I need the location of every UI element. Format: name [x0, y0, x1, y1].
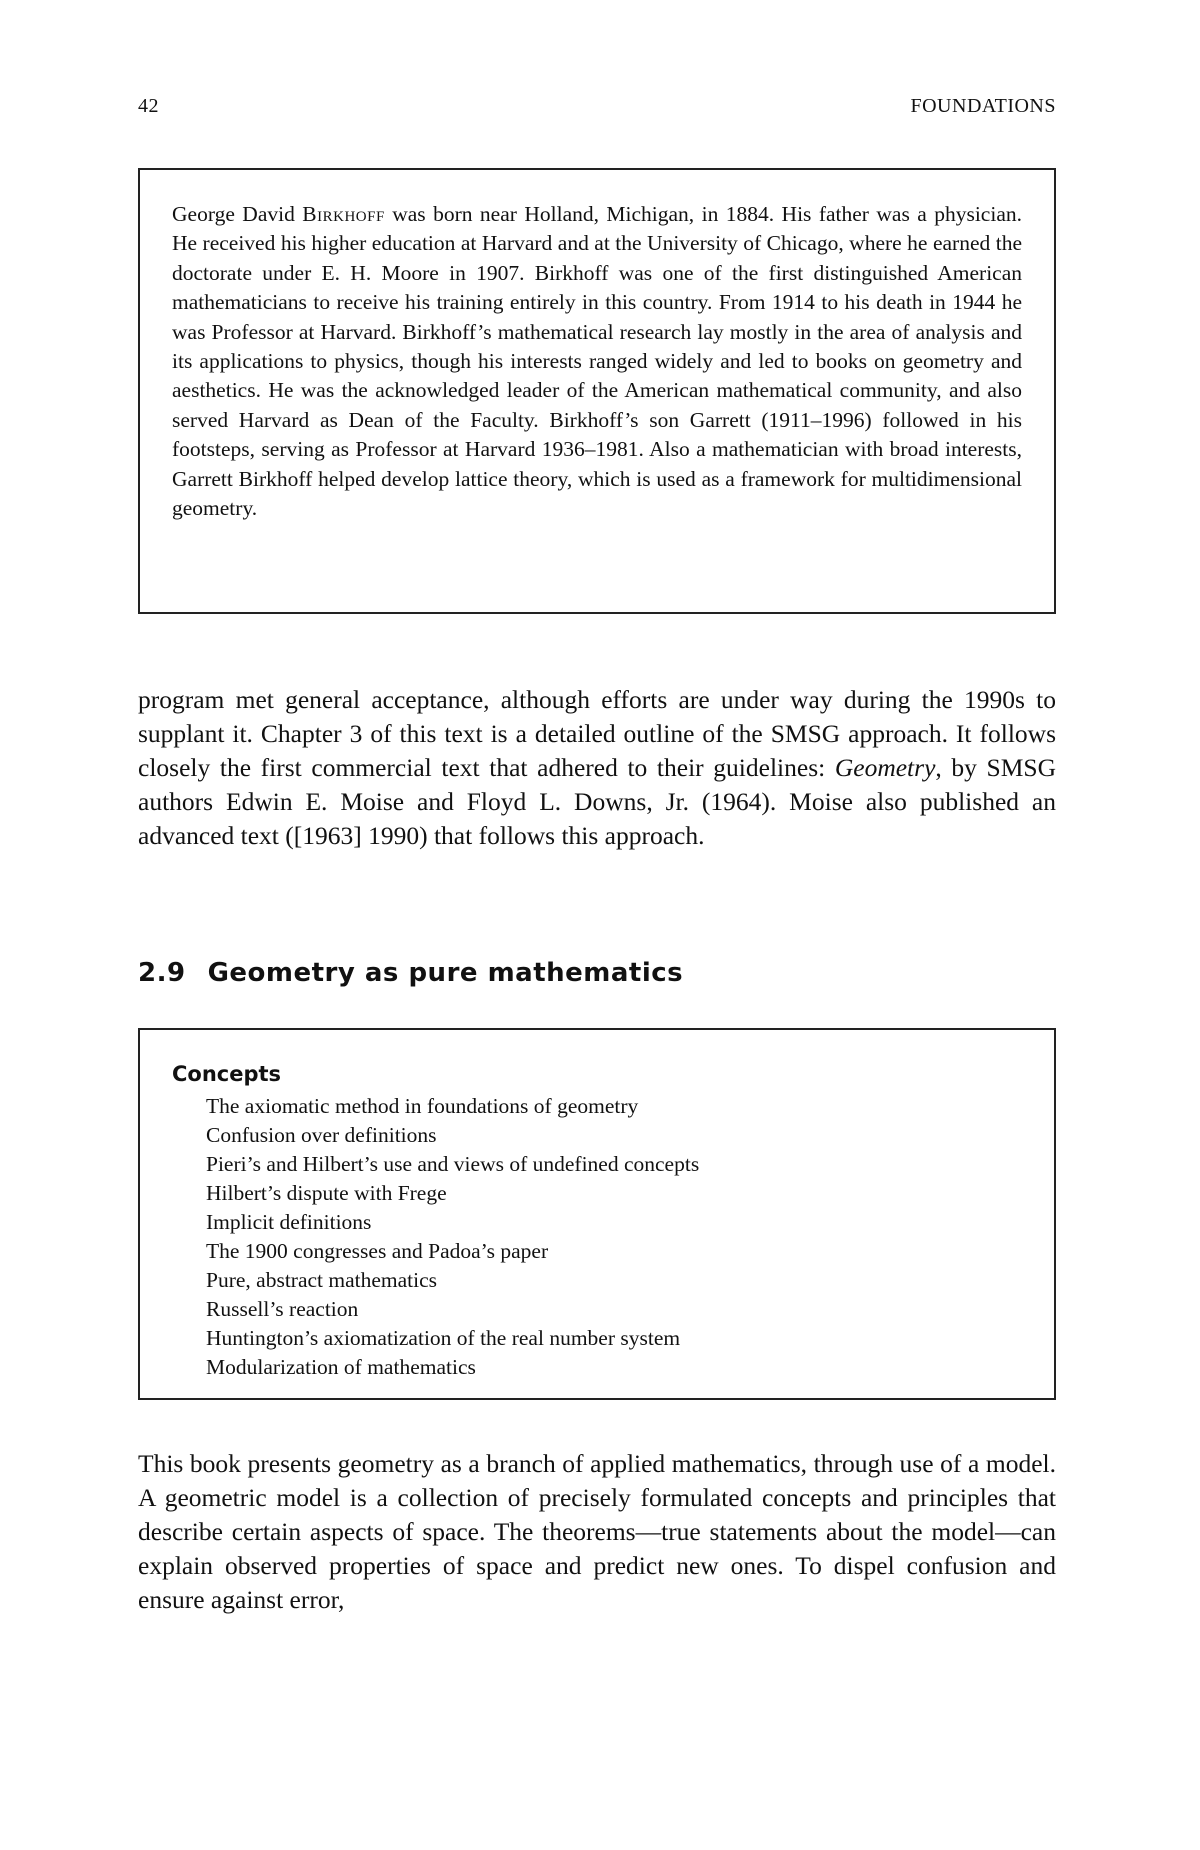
paragraph-smsg-part2: , by SMSG authors Edwin E. Moise and Floyd L. Downs, Jr. (1964). Moise also published an advanced text ([1963] 1990) that follows this approach.: [138, 753, 1056, 850]
book-title-geometry: Geometry: [834, 753, 936, 782]
concept-item: The axiomatic method in foundations of geometry: [206, 1094, 639, 1118]
concept-item: Hilbert’s dispute with Frege: [206, 1181, 447, 1205]
concepts-box: [138, 1028, 1056, 1400]
biography-intro: George David: [172, 202, 303, 226]
running-title: FOUNDATIONS: [910, 95, 1056, 117]
biography-name: Birkhoff: [302, 202, 385, 226]
section-heading: [138, 958, 1056, 988]
concept-item: Confusion over definitions: [206, 1123, 437, 1147]
concept-item: Modularization of mathematics: [206, 1355, 476, 1379]
paragraph-applied-mathematics: This book presents geometry as a branch of applied mathematics, through use of a model. A geometric model is a collection of precisely formulated concepts and principles that describe certain aspects of space. The theorems—true statements about the model—can explain observed properties of space and predict new ones. To dispel confusion and ensure against error,: [138, 1449, 1056, 1614]
concept-item: Russell’s reaction: [206, 1297, 359, 1321]
concepts-list: [172, 1092, 1024, 1382]
paragraph-smsg: [138, 683, 1056, 853]
concept-item: Pure, abstract mathematics: [206, 1268, 438, 1292]
page-number: 42: [138, 95, 159, 117]
concept-item: Implicit definitions: [206, 1210, 372, 1234]
section-number: 2.9: [138, 958, 186, 988]
section-title: Geometry as pure mathematics: [207, 958, 684, 988]
concept-item: Pieri’s and Hilbert’s use and views of undefined concepts: [206, 1152, 700, 1176]
page-header: [138, 95, 1056, 125]
biography-box: [138, 168, 1056, 614]
concept-item: The 1900 congresses and Padoa’s paper: [206, 1239, 549, 1263]
paragraph-smsg-part1: program met general acceptance, although efforts are under way during the 1990s to supplant it. Chapter 3 of this text is a detailed outline of the SMSG approach. It follows closely the first commercial text that adhered to their guidelines:: [138, 685, 1056, 782]
concept-item: Huntington’s axiomatization of the real number system: [206, 1326, 681, 1350]
biography-body: was born near Holland, Michigan, in 1884. His father was a physician. He received his higher education at Harvard and at the University of Chicago, where he earned the doctorate under E. H. Moore in 1907. Birkhoff was one of the first distinguished American mathematicians to receive his training entirely in this country. From 1914 to his death in 1944 he was Professor at Harvard. Birkhoff’s mathematical research lay mostly in the area of analysis and its applications to physics, though his interests ranged widely and led to books on geometry and aesthetics. He was the acknowledged leader of the American mathematical community, and also served Harvard as Dean of the Faculty. Birkhoff’s son Garrett (1911–1996) followed in his footsteps, serving as Professor at Harvard 1936–1981. Also a mathematician with broad interests, Garrett Birkhoff helped develop lattice theory, which is used as a framework for multidimensional geometry.: [172, 202, 1022, 521]
concepts-title: Concepts: [172, 1062, 282, 1086]
biography-text: [172, 200, 1022, 523]
